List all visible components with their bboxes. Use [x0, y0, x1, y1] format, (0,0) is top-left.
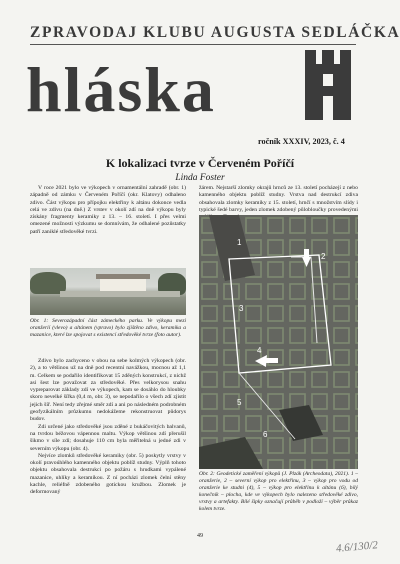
paragraph: Zdivo bylo zachyceno v obou na sebe kolmých výkopech (obr. 2), a to většinou už na dně pod recentní navážkou, mocnou až 1,1 m. Celkem se podařilo identifikovat 15 zděných konstrukcí, z nichž asi šest lze považovat za středověké. Přes velkorysou snahu vypreparovat základy zdí ve výkopech, kam se dosáhlo do hloubky skoro nevelké šířka (0,4 m, obr. 3), se nepodařilo o všech zdí zjistit jejich šíř. Není tedy zřejmé směr zdí a ani po následném podrobném geofyzikálním průzkumu nedokážeme rekonstruovat půdorys budov.	[30, 358, 186, 423]
castle-tower-logo	[303, 50, 353, 120]
figure-1-photo	[30, 268, 186, 315]
map-label-2: 2	[321, 252, 326, 261]
figure-2-caption: Obr. 2: Geodetické zaměření výkopů (J. Plzák (Archeodata), 2021). 1 – oranžerie, 2 – severní výkop pro elektřinu, 3 – výkop pro vodu od oranžerie ke studni (4), 5 – výkop pro elektřinu k altánu (6), bílý konečník – plocha, kde ve výkopech bylo nalezeno středověké zdivo, vrstvy a artefakty. Bílé šipky označují průběh v podloží – výběr průkaz kolem tvrze.	[199, 471, 358, 513]
paragraph: žárem. Nejstarší zlomky okrajů hrnců ze 13. století pocházejí z nebo kamenného objektu poblíž studny. Vrstva nad destrukcí zdiva obsahovala zlomky keramiky z 15. století, hrnčí s množstvím slídy i typické šedé barvy, jeden zlomek zdobený půlobloučky provedenými	[199, 185, 358, 213]
map-label-1: 1	[237, 238, 242, 247]
left-column-top	[30, 185, 186, 265]
header-rule	[30, 44, 356, 45]
paragraph: V roce 2021 bylo ve výkopech v ornamentální zahradě (obr. 1) západně od zámku v Červeném Poříčí (okr. Klatovy) odhaleno zdivo. Část výkopu pro přípojku elektřiny k altánu dokonce vedla celá ve zdivu (na dně.) Z vrstev v okolí zdí na dně výkopu byly získány fragmenty keramiky z 13. – 16. století. I přes velmi omezené možnosti výzkumu se domnívám, že odhalené pozůstatky patří zaniklé středověké tvrzi.	[30, 185, 186, 235]
masthead-title: hláska	[26, 54, 216, 125]
handwritten-note: 4.6/130/2	[335, 539, 379, 555]
article-title: K lokalizaci tvrze v Červeném Poříčí	[105, 156, 295, 170]
figure-1-caption: Obr. 1: Severozápadní část zámeckého parku. Ve výkopu mezi oranžerií (vlevo) a altánem (vpravo) bylo zjištěno zdivo, keramika a mazanice, které lze spojovat s existencí středověké tvrze (foto autor).	[30, 318, 186, 339]
paragraph: Nejvíce zlomků středověké keramiky (obr. 5) poskytly vrstvy v okolí pravoúhlého kamenného objektu poblíž studny. Výplň tohoto objektu obsahovala destrukci po požáru s hrudkami vypálené mazanice, uhlíky a keramikou. Z ní pocházi zlomek čelní stěny kachle, reliéfně zdobeného gotickou kružbou. Zlomek je deformovaný	[30, 452, 186, 496]
article-author: Linda Foster	[175, 173, 225, 183]
orangery-building	[100, 278, 146, 292]
map-label-5: 5	[237, 398, 242, 407]
newsletter-topline: ZPRAVODAJ KLUBU AUGUSTA SEDLÁČKA	[30, 24, 400, 41]
left-column-bottom	[30, 358, 186, 530]
survey-map	[199, 215, 358, 469]
map-label-4: 4	[257, 346, 262, 355]
page-number: 49	[197, 533, 203, 539]
right-column-top	[199, 185, 358, 214]
issue-info: ročník XXXIV, 2023, č. 4	[258, 137, 345, 146]
orangery-roof	[96, 274, 150, 279]
map-label-3: 3	[239, 304, 244, 313]
figure-2-plan	[199, 215, 358, 469]
map-label-6: 6	[263, 430, 268, 439]
paragraph: Zdi určené jako středověké jsou zděné z bukáčovitých balvanů, na tvrdou béžovou vápennou maltu. Výkop většinou zdí přerušil šikmo v síle zdí; dosahuje 110 cm byla měřitelná u jedné zdi v severním výkopu (obr. 4).	[30, 423, 186, 452]
path	[60, 291, 180, 297]
